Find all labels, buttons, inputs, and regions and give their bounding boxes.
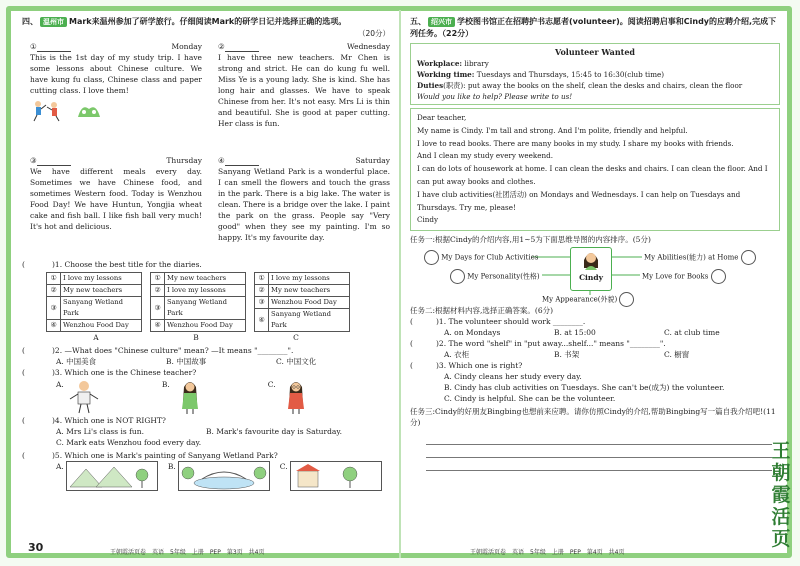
choice[interactable]: B. Cindy has club activities on Tuesdays. She can't be(成为) the volunteer. xyxy=(444,383,725,393)
table-cell: My new teachers xyxy=(269,285,350,297)
diary-number: ③ xyxy=(30,156,37,165)
choice[interactable] xyxy=(280,461,382,491)
park-painting-a xyxy=(66,461,158,491)
answer-paren[interactable]: ( xyxy=(22,416,25,425)
question-number: )1. xyxy=(52,260,63,269)
title-blank[interactable] xyxy=(225,157,259,166)
center-label: Cindy xyxy=(579,273,603,283)
left-page xyxy=(22,16,390,491)
option-label: A. xyxy=(56,462,64,471)
row-number: ③ xyxy=(151,297,165,320)
question-text: Which one is the Chinese teacher? xyxy=(64,368,197,377)
answer-paren[interactable]: ( xyxy=(410,339,413,349)
task2-instructions: 任务二:根据材料内容,选择正确答案。(6分) xyxy=(410,306,554,316)
task2-question-1 xyxy=(410,316,780,327)
option-label: B. xyxy=(167,462,176,471)
table-cell: Wenzhou Food Day xyxy=(61,320,142,332)
q4-choices-row2 xyxy=(56,437,390,448)
table-cell: Sanyang Wetland Park xyxy=(269,309,350,332)
letter-line: I can do lots of housework at home. I can clean the desks and chairs. I can clean the floor. And I can put away books and clothes. xyxy=(417,164,768,186)
option-label: B xyxy=(193,333,199,342)
choice[interactable] xyxy=(56,461,158,491)
mind-map-node[interactable] xyxy=(542,292,634,307)
female-teacher-icon xyxy=(170,379,210,415)
option-label: A. xyxy=(56,380,64,389)
option-table-c[interactable] xyxy=(254,272,350,332)
choice[interactable] xyxy=(268,379,316,415)
glasses-teacher-icon xyxy=(276,379,316,415)
answer-paren[interactable]: ( xyxy=(22,451,25,460)
answer-paren[interactable]: ( xyxy=(410,317,413,327)
question-text: The volunteer should work ________. xyxy=(448,317,586,327)
question-number: )1. xyxy=(436,317,447,327)
choice[interactable]: A. 中国美食 xyxy=(56,357,97,366)
table-cell: Wenzhou Food Day xyxy=(269,297,350,309)
title-blank[interactable] xyxy=(225,43,259,52)
option-table-b[interactable] xyxy=(150,272,246,332)
notice-workplace xyxy=(417,58,773,69)
mind-map-node[interactable] xyxy=(642,269,726,284)
node-label: My Appearance(外貌) xyxy=(542,295,618,304)
option-label: C xyxy=(293,333,299,342)
section-instructions: 学校图书馆正在招聘护书志愿者(volunteer)。阅读招聘启事和Cindy的应聘介绍,完成下列任务。 xyxy=(410,17,777,38)
rank-circle[interactable] xyxy=(741,250,756,265)
rank-circle[interactable] xyxy=(619,292,634,307)
field-value: library xyxy=(464,59,489,68)
section-score: （22分） xyxy=(442,29,474,38)
mind-map-node[interactable] xyxy=(644,250,756,265)
kungfu-illustration xyxy=(30,99,202,123)
question-number: )3. xyxy=(436,361,447,371)
table-cell: Sanyang Wetland Park xyxy=(165,297,246,320)
male-teacher-icon xyxy=(64,379,104,415)
title-blank[interactable] xyxy=(37,43,71,52)
letter-line: I have club activities(社团活动) on Mondays and Wednesdays. I can help on Tuesdays and Thursdays. Try me, please! xyxy=(417,189,741,212)
field-label: Workplace: xyxy=(417,59,463,68)
choice[interactable]: C. 橱窗 xyxy=(664,350,690,360)
node-label: My Abilities(能力) at Home xyxy=(644,253,739,262)
volunteer-notice xyxy=(410,43,780,105)
field-value: Tuesdays and Thursdays, 15:45 to 16:30(club time) xyxy=(476,70,665,79)
question-text: Which one is NOT RIGHT? xyxy=(64,416,166,425)
park-painting-b xyxy=(178,461,270,491)
notice-duties xyxy=(417,80,773,91)
q5-choices xyxy=(56,461,390,491)
rank-circle[interactable] xyxy=(424,250,439,265)
answer-paren[interactable]: ( xyxy=(22,260,25,269)
section-number: 五、 xyxy=(410,17,426,26)
letter-signature: Cindy xyxy=(417,215,439,225)
row-number: ① xyxy=(151,273,165,285)
row-number: ① xyxy=(255,273,269,285)
q1-option-tables xyxy=(46,272,390,332)
choice[interactable]: B. 中国故事 xyxy=(166,357,207,366)
field-gloss: (职责) xyxy=(443,81,464,90)
choice[interactable]: A. on Mondays xyxy=(444,328,501,338)
choice[interactable]: B. Mark's favourite day is Saturday. xyxy=(206,427,342,436)
writing-area[interactable] xyxy=(410,432,780,471)
writing-line[interactable] xyxy=(426,432,772,445)
row-number: ④ xyxy=(255,309,269,332)
kungfu-kids-icon xyxy=(30,99,64,123)
diary-grid xyxy=(22,39,390,259)
section-instructions: Mark来温州参加了研学旅行。仔细阅读Mark的研学日记并选择正确的选项。 xyxy=(69,17,347,26)
choice[interactable]: A. 衣柜 xyxy=(444,350,470,360)
question-number: )2. xyxy=(52,346,63,355)
question-number: )3. xyxy=(52,368,63,377)
question-number: )4. xyxy=(52,416,63,425)
diary-text: Sanyang Wetland Park is a wonderful place. I can smell the flowers and touch the grass in the park. There is a big lake. The water is clean. There is a bridge over the lake. I paint the park on the grass. People say "Very good" when they see my painting. I'm so happy. It's my favourite day. xyxy=(218,167,390,242)
choice[interactable]: A. Mrs Li's class is fun. xyxy=(56,427,144,436)
table-cell: My new teachers xyxy=(165,273,246,285)
diary-day: Wednesday xyxy=(347,42,390,51)
question-5 xyxy=(22,450,390,461)
diary-text: We have different meals every day. Sometimes we have Chinese food, and sometimes Western food. Today is Wenzhou Food Day! We have Huntun, Yongjia wheat cake and fish ball. I like fish ball very much! It's hot and delicious. xyxy=(30,167,202,231)
option-label: C. xyxy=(267,380,276,389)
q2-choices xyxy=(56,356,390,367)
question-4 xyxy=(22,415,390,426)
task1-instructions: 任务一:根据Cindy的介绍内容,用1~5为下面思维导图的内容排序。(5分) xyxy=(410,235,651,245)
park-painting-c xyxy=(290,461,382,491)
letter-line: My name is Cindy. I'm tall and strong. And I'm polite, friendly and helpful. xyxy=(417,125,688,135)
diary-number: ④ xyxy=(218,156,225,165)
section4-title xyxy=(22,16,390,28)
question-number: )5. xyxy=(52,451,63,460)
diary-day: Monday xyxy=(171,42,202,51)
table-cell: I love my lessons xyxy=(61,273,142,285)
table-cell: I love my lessons xyxy=(165,285,246,297)
region-tag: 温州市 xyxy=(40,17,67,27)
diary-3 xyxy=(30,155,202,232)
diary-text: This is the 1st day of my study trip. I have some lessons about Chinese culture. We have kung fu class, Chinese class and paper cutting class. I love them! xyxy=(30,53,202,95)
diary-1 xyxy=(30,41,202,123)
question-1 xyxy=(22,259,390,270)
notice-ask: Would you like to help? Please write to us! xyxy=(417,92,573,101)
option-label: C. xyxy=(279,462,288,471)
row-number: ④ xyxy=(47,320,61,332)
writing-line[interactable] xyxy=(426,445,772,458)
t2q1-choices xyxy=(444,327,780,338)
mind-map xyxy=(410,247,780,305)
title-blank[interactable] xyxy=(37,157,71,166)
choice[interactable]: B. 书架 xyxy=(554,350,580,360)
choice[interactable] xyxy=(168,461,270,491)
row-number: ④ xyxy=(151,320,165,332)
notice-title: Volunteer Wanted xyxy=(554,47,636,57)
row-number: ② xyxy=(151,285,165,297)
option-label: B. xyxy=(161,380,170,389)
option-label: A xyxy=(93,333,99,342)
row-number: ③ xyxy=(47,297,61,320)
question-text: Which one is right? xyxy=(448,361,523,371)
node-label: My Personality(性格) xyxy=(467,272,540,281)
question-2 xyxy=(22,345,390,356)
side-brand: 王朝霞活页 xyxy=(771,440,791,550)
table-cell: My new teachers xyxy=(61,285,142,297)
writing-line[interactable] xyxy=(426,458,772,471)
page-divider xyxy=(399,10,401,558)
rank-circle[interactable] xyxy=(450,269,465,284)
q4-choices xyxy=(56,426,390,437)
region-tag: 绍兴市 xyxy=(428,17,455,27)
letter-line: Dear teacher, xyxy=(417,113,467,122)
choice[interactable]: A. Cindy cleans her study every day. xyxy=(444,372,582,382)
task2-question-2 xyxy=(410,338,780,349)
table-cell: Wenzhou Food Day xyxy=(165,320,246,332)
cindy-letter xyxy=(410,108,780,231)
section5-title xyxy=(410,16,780,40)
answer-paren[interactable]: ( xyxy=(410,361,413,371)
answer-paren[interactable]: ( xyxy=(22,368,25,377)
choice[interactable]: C. at club time xyxy=(664,328,720,338)
diary-2 xyxy=(218,41,390,129)
diary-day: Saturday xyxy=(355,156,390,165)
notice-time xyxy=(417,69,773,80)
paper-cutting-icon xyxy=(72,99,106,123)
cindy-avatar-icon xyxy=(580,248,602,270)
option-table-a[interactable] xyxy=(46,272,142,332)
question-3 xyxy=(22,367,390,378)
diary-number: ① xyxy=(30,42,37,51)
mind-map-node[interactable] xyxy=(424,250,538,265)
row-number: ② xyxy=(255,285,269,297)
diary-day: Thursday xyxy=(166,156,202,165)
question-text: —What does "Chinese culture" mean? —It means "________". xyxy=(64,346,294,355)
diary-number: ② xyxy=(218,42,225,51)
row-number: ③ xyxy=(255,297,269,309)
field-label: Working time: xyxy=(417,70,475,79)
mind-map-node[interactable] xyxy=(450,269,540,284)
task3-instructions: 任务三:Cindy的好朋友Bingbing也想前来应聘。请你仿照Cindy的介绍,帮助Bingbing写一篇自我介绍吧!(11分) xyxy=(410,407,776,428)
row-number: ② xyxy=(47,285,61,297)
section-score: （20分） xyxy=(357,29,390,38)
mind-map-center xyxy=(570,247,612,291)
diary-4 xyxy=(218,155,390,243)
choice[interactable] xyxy=(162,379,210,415)
choice[interactable] xyxy=(56,379,104,415)
diary-text: I have three new teachers. Mr Chen is strong and strict. He can do kung fu well. Miss Ye is a young lady. She is kind. She has long hair and glasses. We have to speak Chinese from her. It's not easy. Mrs Li is thin and beautiful. She is good at paper cutting. Her class is fun. xyxy=(218,53,390,128)
node-label: My Days for Club Activities xyxy=(441,253,539,262)
right-page xyxy=(410,16,780,471)
choice[interactable]: C. 中国文化 xyxy=(276,357,317,366)
row-number: ① xyxy=(47,273,61,285)
question-text: The word "shelf" in "put away...shelf..." means "________". xyxy=(448,339,666,349)
letter-line: And I clean my study every weekend. xyxy=(417,151,554,161)
t2q2-choices xyxy=(444,349,780,360)
field-value: : put away the books on the shelf, clean the desks and chairs, clean the floor xyxy=(463,81,743,90)
answer-paren[interactable]: ( xyxy=(22,346,25,355)
question-text: Choose the best title for the diaries. xyxy=(64,260,202,269)
question-text: Which one is Mark's painting of Sanyang Wetland Park? xyxy=(64,451,278,460)
question-number: )2. xyxy=(436,339,447,349)
section-number: 四、 xyxy=(22,17,38,26)
footer-left: 王朝霞活页卷 英语 5年级 上册 PEP 第3页 共4页 xyxy=(110,549,265,556)
task2-question-3 xyxy=(410,360,780,371)
choice[interactable]: C. Mark eats Wenzhou food every day. xyxy=(56,438,202,447)
field-label: Duties xyxy=(417,81,444,90)
letter-line: I love to read books. There are many books in my study. I share my books with friends. xyxy=(417,138,734,148)
choice[interactable]: B. at 15:00 xyxy=(554,328,596,338)
choice[interactable]: C. Cindy is helpful. She can be the volunteer. xyxy=(444,394,616,404)
node-label: My Love for Books xyxy=(642,272,709,281)
q3-choices xyxy=(56,379,390,415)
table-cell: Sanyang Wetland Park xyxy=(61,297,142,320)
q1-option-labels xyxy=(46,332,390,343)
rank-circle[interactable] xyxy=(711,269,726,284)
table-cell: I love my lessons xyxy=(269,273,350,285)
page-number: 30 xyxy=(28,541,44,554)
footer-right: 王朝霞活页卷 英语 5年级 上册 PEP 第4页 共4页 xyxy=(470,549,625,556)
